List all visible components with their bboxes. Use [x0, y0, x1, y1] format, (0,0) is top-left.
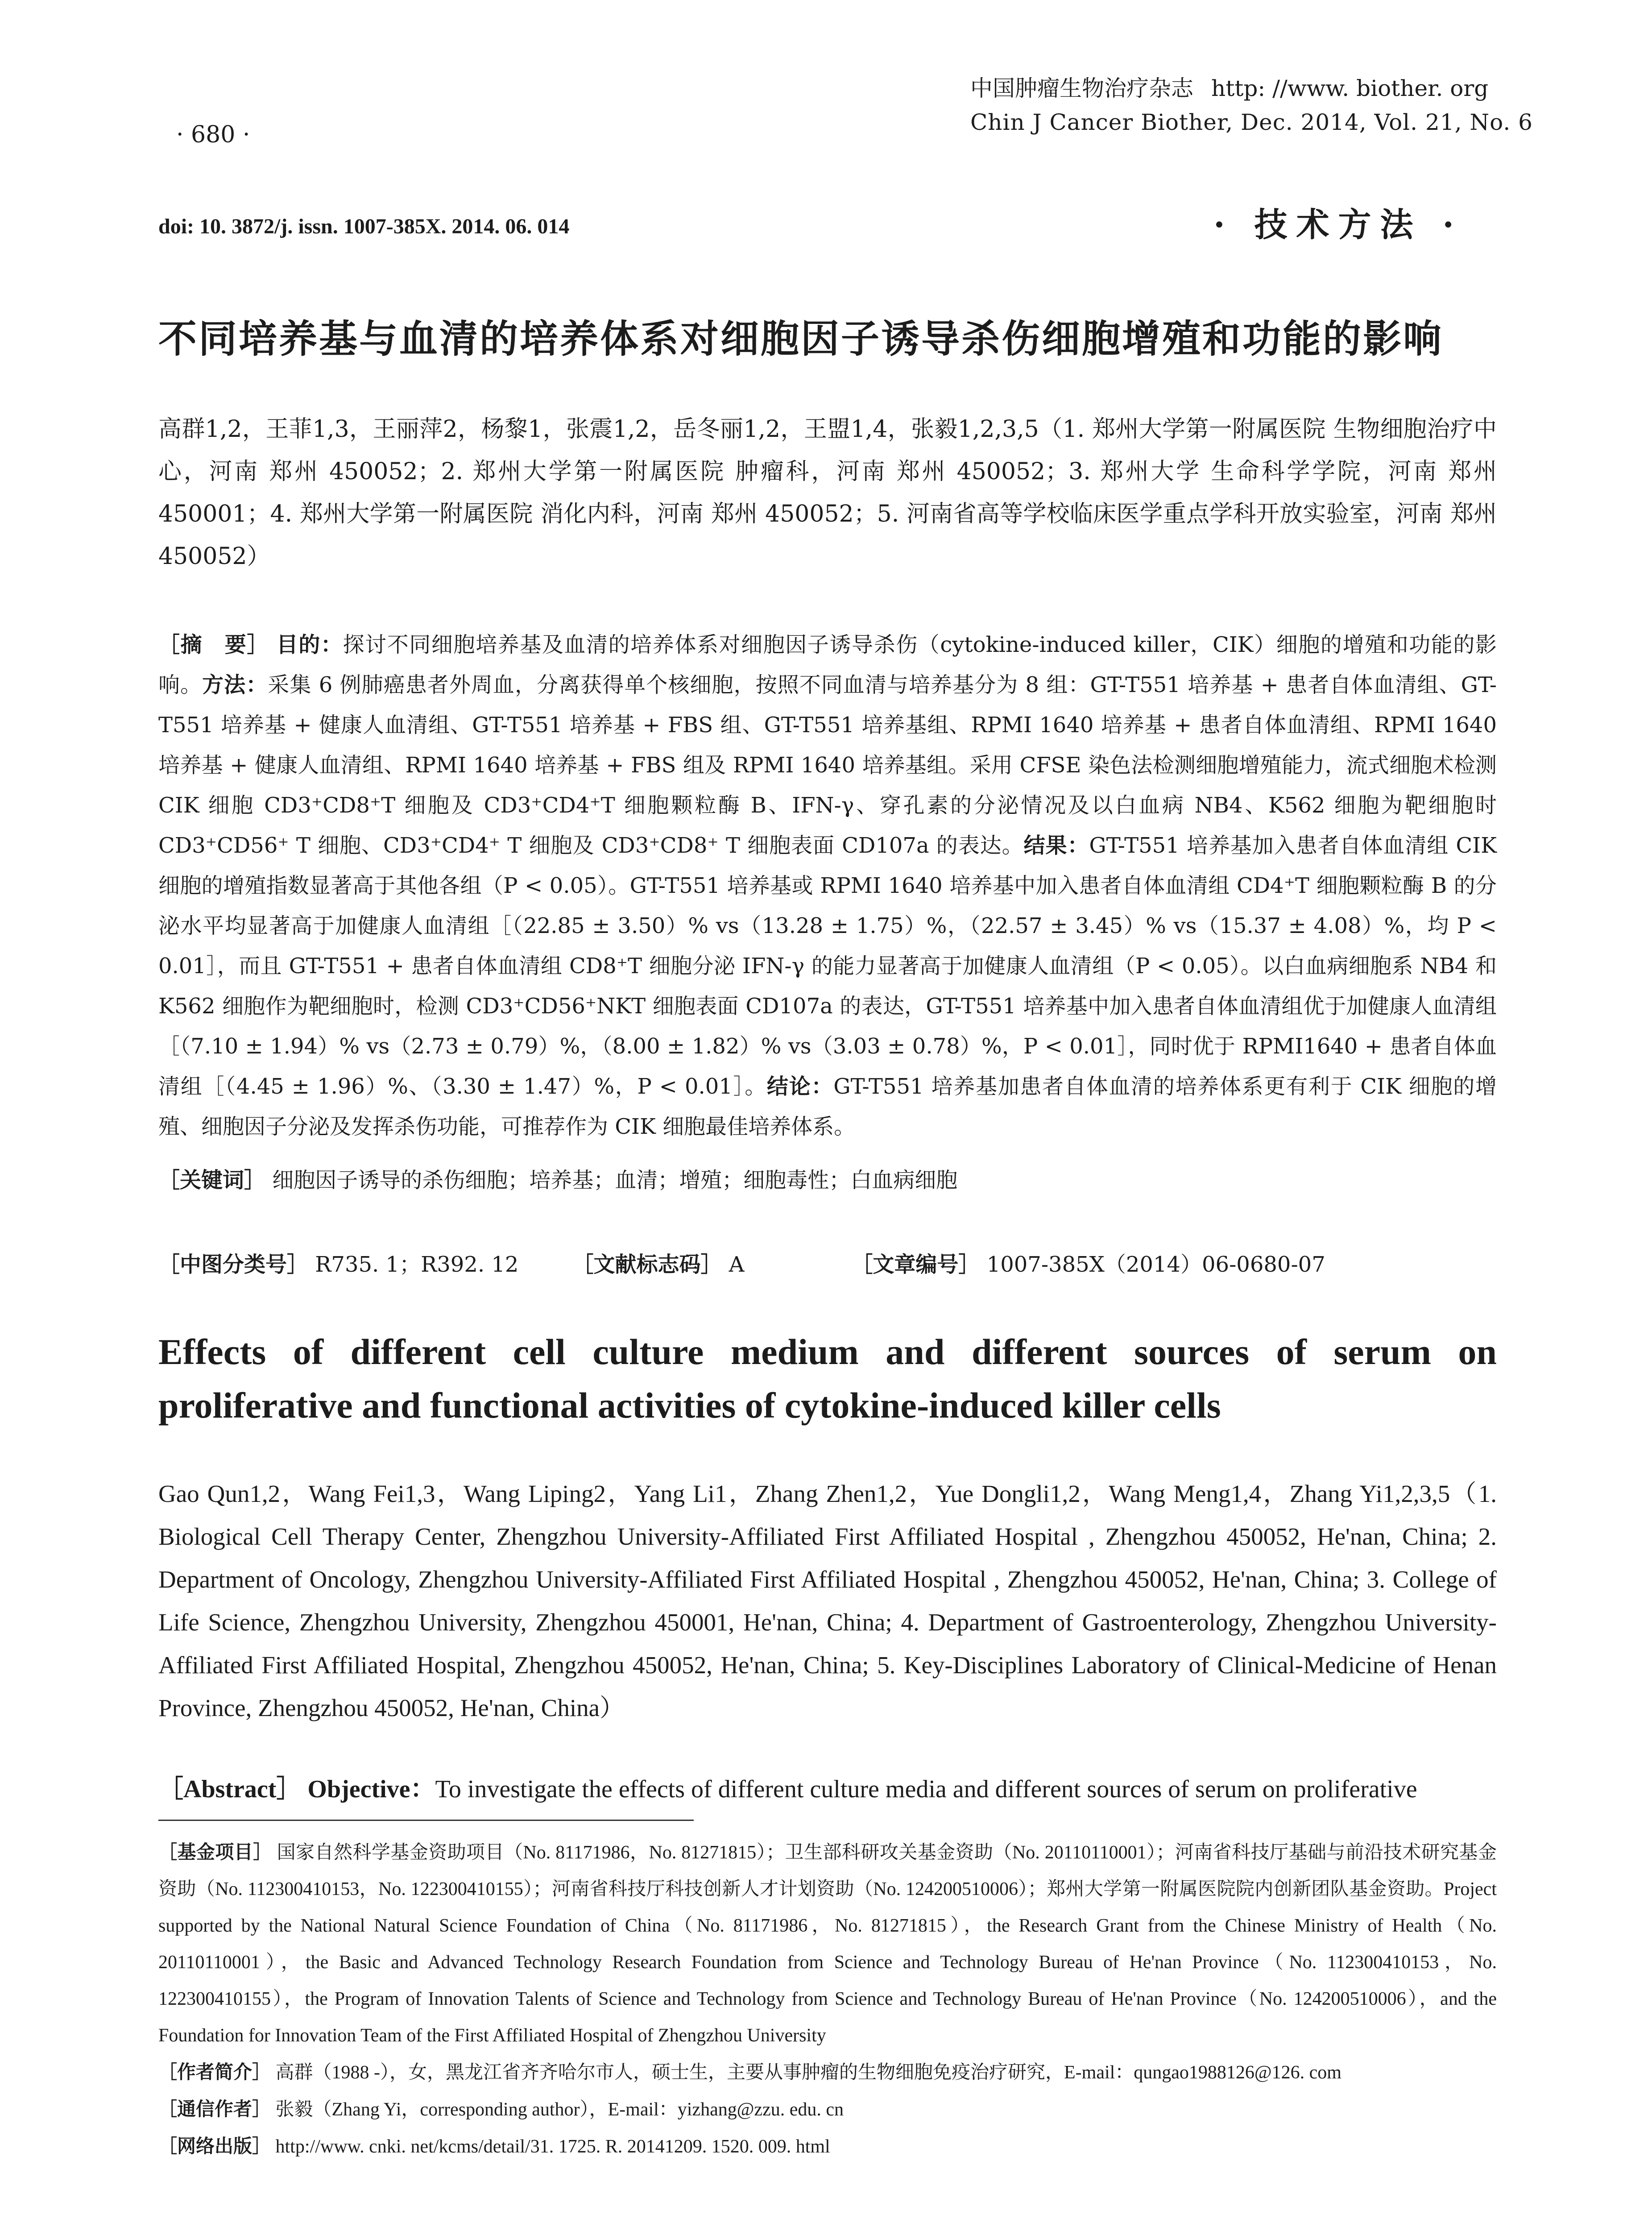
online-label: ［网络出版］ [158, 2135, 271, 2157]
objective-label-en: Objective： [307, 1775, 435, 1803]
authors-cn: 高群1,2，王菲1,3，王丽萍2，杨黎1，张震1,2，岳冬丽1,2，王盟1,4，张毅1,2,3,5（1. 郑州大学第一附属医院 生物细胞治疗中心，河南 郑州 450052；2. 郑州大学第一附属医院 肿瘤科，河南 郑州 450052；3. 郑州大学 生命科学学院，河南 郑州 450001；4. 郑州大学第一附属医院 消化内科，河南 郑州 450052；5. 河南省高等学校临床医学重点学科开放实验室，河南 郑州 450052） [158, 416, 1497, 570]
objective-label-cn: 目的： [276, 632, 343, 657]
code-value: A [729, 1252, 745, 1277]
clc-value: R735. 1；R392. 12 [315, 1252, 519, 1277]
article-value: 1007-385X（2014）06-0680-07 [986, 1252, 1325, 1277]
authors-en: Gao Qun1,2，Wang Fei1,3，Wang Liping2，Yang Li1，Zhang Zhen1,2，Yue Dongli1,2，Wang Meng1,4，Zhang Yi1,2,3,5（1. Biological Cell Therapy Center, Zhengzhou University-Affiliated First Affiliated Hospital , Zhengzhou 450052, He'nan, China; 2. Department of Oncology, Zhengzhou University-Affiliated First Affiliated Hospital , Zhengzhou 450052, He'nan, China; 3. College of Life Science, Zhengzhou University, Zhengzhou 450001, He'nan, China; 4. Department of Gastroenterology, Zhengzhou University-Affiliated First Affiliated Hospital, Zhengzhou 450052, He'nan, China; 5. Key-Disciplines Laboratory of Clinical-Medicine of Henan Province, Zhengzhou 450052, He'nan, China） [158, 1480, 1497, 1721]
results-label-cn: 结果： [1023, 833, 1089, 858]
abstract-cn [158, 625, 1497, 1147]
abstract-en [158, 1769, 1497, 1805]
author-label: ［作者简介］ [158, 2061, 271, 2083]
results-cn: GT-T551 培养基加入患者自体血清组 CIK 细胞的增殖指数显著高于其他各组（P < 0.05）。GT-T551 培养基或 RPMI 1640 培养基中加入患者自体血清组 CD4⁺T 细胞颗粒酶 B 的分泌水平均显著高于加健康人血清组［（22.85 ± 3.50）% vs（13.28 ± 1.75）%，（22.57 ± 3.45）% vs（15.37 ± 4.08）%，均 P < 0.01］，而且 GT-T551 + 患者自体血清组 CD8⁺T 细胞分泌 IFN-γ 的能力显著高于加健康人血清组（P < 0.05）。以白血病细胞系 NB4 和 K562 细胞作为靶细胞时，检测 CD3⁺CD56⁺NKT 细胞表面 CD107a 的表达，GT-T551 培养基中加入患者自体血清组优于加健康人血清组［（7.10 ± 1.94）% vs（2.73 ± 0.79）%，（8.00 ± 1.82）% vs（3.03 ± 0.78）%，P < 0.01］，同时优于 RPMI1640 + 患者自体血清组［（4.45 ± 1.96）%、（3.30 ± 1.47）%，P < 0.01］。 [158, 833, 1497, 1099]
funding-label: ［基金项目］ [158, 1841, 272, 1863]
journal-name-cn: 中国肿瘤生物治疗杂志 [970, 75, 1193, 101]
keywords-cn [158, 1163, 1497, 1194]
footnotes [158, 1834, 1497, 2165]
title-en: Effects of different cell culture medium and different sources of serum on proliferative and functional activities of cytokine-induced killer cells [158, 1331, 1497, 1426]
author-text: 高群（1988 -），女，黑龙江省齐齐哈尔市人，硕士生，主要从事肿瘤的生物细胞免疫治疗研究，E-mail：qungao1988126@126. com [275, 2062, 1341, 2083]
code-label: ［文献标志码］ [572, 1252, 722, 1277]
objective-cn: 探讨不同细胞培养基及血清的培养体系对细胞因子诱导杀伤（cytokine-induced killer，CIK）细胞的增殖和功能的影响。 [158, 632, 1497, 697]
clc-label: ［中图分类号］ [158, 1252, 309, 1277]
article-label: ［文章编号］ [851, 1252, 980, 1277]
abstract-label-cn: ［摘 要］ [158, 632, 269, 657]
methods-cn: 采集 6 例肺癌患者外周血，分离获得单个核细胞，按照不同血清与培养基分为 8 组：GT-T551 培养基 + 患者自体血清组、GT-T551 培养基 + 健康人血清组、GT-T551 培养基 + FBS 组、GT-T551 培养基组、RPMI 1640 培养基 + 患者自体血清组、RPMI 1640 培养基 + 健康人血清组、RPMI 1640 培养基 + FBS 组及 RPMI 1640 培养基组。采用 CFSE 染色法检测细胞增殖能力，流式细胞术检测 CIK 细胞 CD3⁺CD8⁺T 细胞及 CD3⁺CD4⁺T 细胞颗粒酶 B、IFN-γ、穿孔素的分泌情况及以白血病 NB4、K562 细胞为靶细胞时 CD3⁺CD56⁺ T 细胞、CD3⁺CD4⁺ T 细胞及 CD3⁺CD8⁺ T 细胞表面 CD107a 的表达。 [158, 672, 1497, 858]
journal-header-en: Chin J Cancer Biother, Dec. 2014, Vol. 21, No. 6 [970, 109, 1533, 135]
journal-url: http: //www. biother. org [1211, 75, 1489, 101]
section-label: · 技术方法 · [1213, 206, 1463, 244]
corr-label: ［通信作者］ [158, 2098, 271, 2120]
title-cn: 不同培养基与血清的培养体系对细胞因子诱导杀伤细胞增殖和功能的影响 [158, 317, 1443, 361]
abstract-label-en: ［Abstract］ [158, 1775, 302, 1803]
footnote-author [158, 2054, 1497, 2091]
classification-line [158, 1247, 1497, 1278]
methods-label-cn: 方法： [202, 672, 268, 697]
keywords-text: 细胞因子诱导的杀伤细胞；培养基；血清；增殖；细胞毒性；白血病细胞 [272, 1168, 958, 1193]
corr-text: 张毅（Zhang Yi，corresponding author），E-mail：yizhang@zzu. edu. cn [275, 2099, 844, 2120]
journal-header-cn [970, 70, 1488, 103]
footnote-online [158, 2128, 1497, 2165]
doi: doi: 10. 3872/j. issn. 1007-385X. 2014. 06. 014 [158, 215, 570, 238]
footnote-divider [158, 1820, 694, 1821]
page-number: · 680 · [176, 121, 250, 148]
funding-text: 国家自然科学基金资助项目（No. 81171986，No. 81271815）；卫生部科研攻关基金资助（No. 20110110001）；河南省科技厅基础与前沿技术研究基金资助（No. 112300410153，No. 122300410155）；河南省科技厅科技创新人才计划资助（No. 124200510006）；郑州大学第一附属医院院内创新团队基金资助。Project supported by the National Natural Science Foundation of China（No. 81171986，No. 81271815），the Research Grant from the Chinese Ministry of Health（No. 20110110001），the Basic and Advanced Technology Research Foundation from Science and Technology Bureau of He'nan Province（No. 112300410153，No. 122300410155），the Program of Innovation Talents of Science and Technology from Science and Technology Bureau of He'nan Province（No. 124200510006），and the Foundation for Innovation Team of the First Affiliated Hospital of Zhengzhou University [158, 1842, 1497, 2046]
footnote-funding [158, 1834, 1497, 2054]
footnote-corresponding [158, 2091, 1497, 2128]
keywords-label: ［关键词］ [158, 1168, 266, 1193]
conclusion-label-cn: 结论： [767, 1074, 834, 1099]
conclusion-cn: GT-T551 培养基加患者自体血清的培养体系更有利于 CIK 细胞的增殖、细胞因子分泌及发挥杀伤功能，可推荐作为 CIK 细胞最佳培养体系。 [158, 1074, 1497, 1139]
abstract-text-en: To investigate the effects of different culture media and different sources of serum on proliferative [435, 1775, 1417, 1803]
online-text: http://www. cnki. net/kcms/detail/31. 1725. R. 20141209. 1520. 009. html [275, 2136, 830, 2157]
